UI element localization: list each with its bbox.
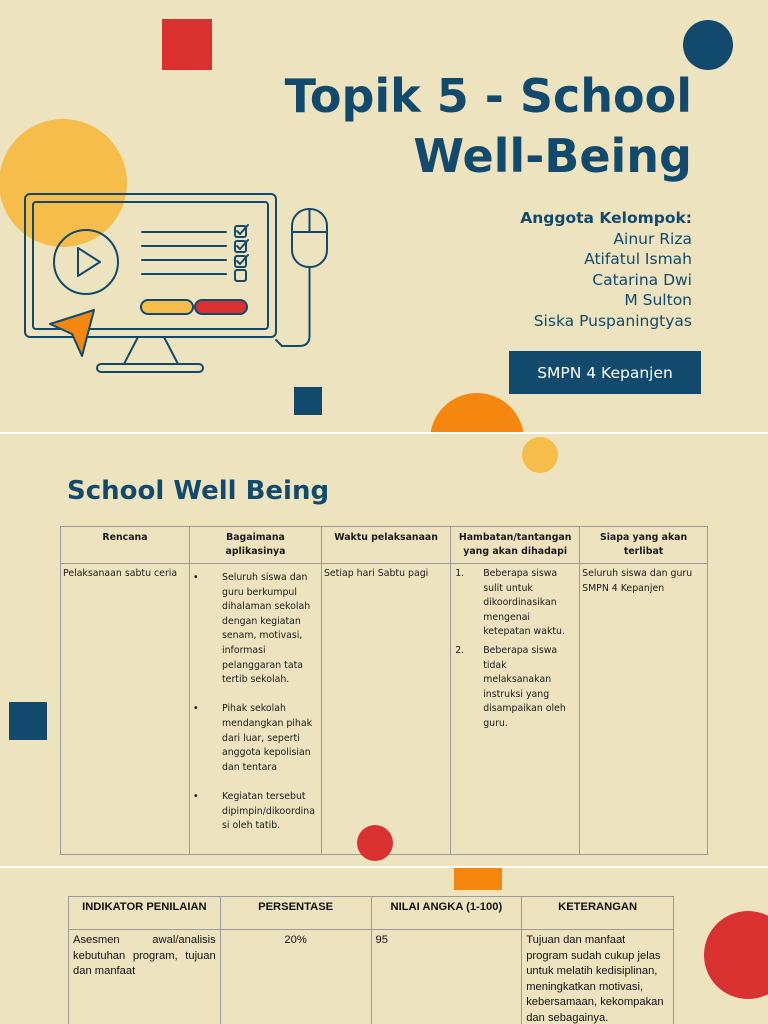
navy-circle-decoration [683,20,733,70]
list-item: 1. Beberapa siswa sulit untuk dikoordinasikan mengenai ketepatan waktu. [455,568,565,638]
table-header-row [61,527,708,564]
red-circle-decoration [357,825,393,861]
computer-illustration-icon [20,190,340,380]
member-name: Catarina Dwi [592,270,692,289]
assessment-slide [0,868,768,1024]
participants-cell: Seluruh siswa dan guru SMPN 4 Kepanjen [580,564,708,855]
column-header: Waktu pelaksanaan [321,527,450,564]
yellow-circle-decoration [522,437,558,473]
indicator-cell: Asesmen awal/analisis kebutuhan program, tujuan dan manfaat [69,930,221,1024]
members-label: Anggota Kelompok: [520,209,692,227]
column-header: PERSENTASE [220,897,371,930]
application-cell [190,564,322,855]
plan-table [60,526,708,855]
list-item: • Pihak sekolah mendangkan pihak dari luar, seperti anggota kepolisian dan tentara [192,702,319,775]
column-header: Rencana [61,527,190,564]
column-header: Siapa yang akan terlibat [580,527,708,564]
list-item: • Seluruh siswa dan guru berkumpul dihalaman sekolah dengan kegiatan senam, motivasi, informasi pelanggaran tata tertib sekolah. [192,571,319,688]
score-cell: 95 [371,930,522,1024]
title-slide [0,0,768,432]
assessment-table [68,896,674,1024]
school-badge: SMPN 4 Kepanjen [509,351,701,394]
time-cell: Setiap hari Sabtu pagi [321,564,450,855]
column-header: KETERANGAN [522,897,674,930]
section-heading: School Well Being [67,476,330,506]
red-circle-decoration [704,911,768,999]
column-header: Hambatan/tantangan yang akan dihadapi [451,527,580,564]
list-item: 2. Beberapa siswa tidak melaksanakan instruksi yang disampaikan oleh guru. [455,644,566,729]
page-title: Topik 5 - School Well-Being [284,69,692,183]
plan-cell: Pelaksanaan sabtu ceria [61,564,190,855]
column-header: NILAI ANGKA (1-100) [371,897,522,930]
orange-rectangle-decoration [454,868,502,890]
column-header: Bagaimana aplikasinya [190,527,322,564]
table-header-row [69,897,674,930]
percentage-cell: 20% [220,930,371,1024]
orange-half-circle-decoration [430,393,524,432]
table-row [61,564,708,855]
red-square-decoration [162,19,212,70]
member-name: M Sulton [624,291,692,310]
description-cell: Tujuan dan manfaat program sudah cukup jelas untuk melatih kedisiplinan, meningkatkan motivasi, kebersamaan, kekompakan dan sebagainya. [522,930,674,1024]
member-name: Atifatul Ismah [584,250,692,269]
challenges-cell [451,564,580,855]
group-members [520,208,692,332]
navy-square-decoration [9,702,47,740]
list-item: • Kegiatan tersebut dipimpin/dikoordina si oleh tatib. [192,790,319,834]
column-header: INDIKATOR PENILAIAN [69,897,221,930]
plan-slide [0,434,768,866]
member-name: Siska Puspaningtyas [533,311,692,330]
navy-square-decoration [294,387,322,415]
member-name: Ainur Riza [613,229,692,248]
table-row [69,930,674,1024]
